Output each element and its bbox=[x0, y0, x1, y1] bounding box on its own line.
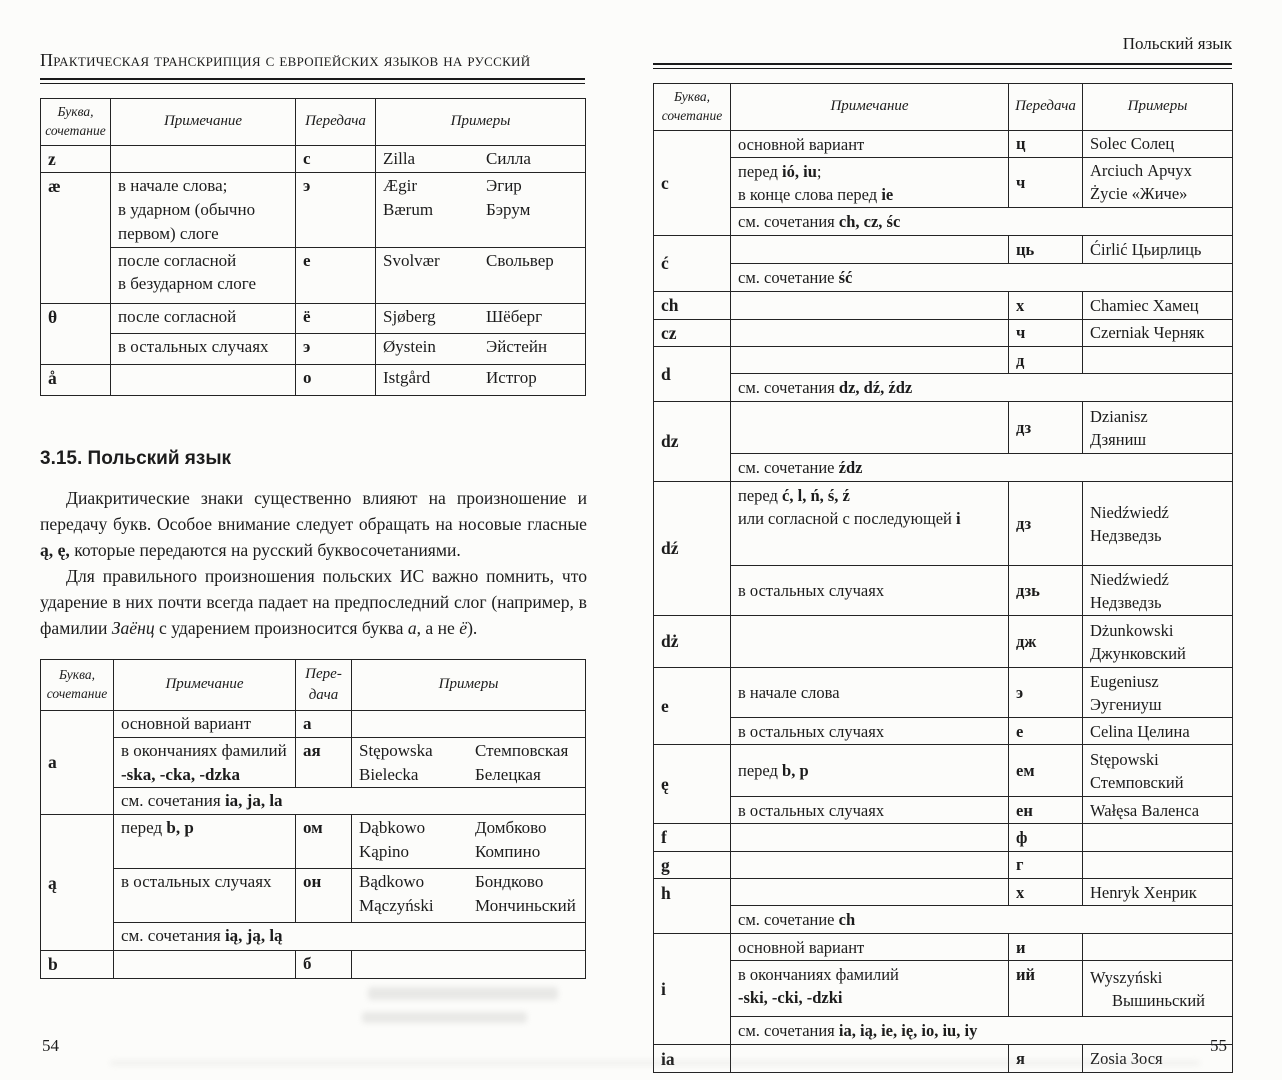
examples-cell bbox=[1083, 745, 1233, 797]
letter-cell: dż bbox=[654, 616, 731, 668]
examples-cell bbox=[1083, 347, 1233, 374]
transmission-cell: ем bbox=[1009, 745, 1083, 797]
note-cell bbox=[731, 319, 1009, 347]
note-cell: перед ió, iu; в конце слова перед ie bbox=[731, 157, 1009, 207]
col-header-examples: Примеры bbox=[376, 99, 586, 146]
see-also-cell: см. сочетания ch, cz, śc bbox=[731, 208, 1233, 236]
col-header-examples: Примеры bbox=[352, 659, 586, 710]
example-pair bbox=[383, 335, 578, 359]
letter-cell: ch bbox=[654, 292, 731, 320]
transmission-cell: ом bbox=[296, 815, 352, 869]
table-row bbox=[654, 1045, 1233, 1073]
note-cell bbox=[731, 616, 1009, 668]
letter-cell: cz bbox=[654, 319, 731, 347]
table-row bbox=[654, 851, 1233, 879]
note-cell bbox=[114, 951, 296, 979]
examples-cell bbox=[1083, 157, 1233, 207]
transmission-cell: е bbox=[1009, 718, 1083, 745]
note-cell: после согласной в безударном слоге bbox=[111, 247, 296, 303]
table-row bbox=[654, 264, 1233, 292]
col-header-note: Примечание bbox=[114, 659, 296, 710]
example-source: Stępowska bbox=[359, 740, 433, 760]
examples-cell bbox=[376, 333, 586, 364]
transmission-cell: д bbox=[1009, 347, 1083, 374]
example-line: Zosia Зося bbox=[1090, 1049, 1163, 1069]
scan-artifact bbox=[362, 1012, 527, 1023]
transmission-cell: э bbox=[296, 333, 376, 364]
letter-cell: θ bbox=[41, 303, 111, 364]
note-cell bbox=[111, 145, 296, 173]
transcription-table-top bbox=[40, 98, 586, 396]
letter-cell: dź bbox=[654, 482, 731, 616]
table-row bbox=[654, 906, 1233, 934]
table-row bbox=[41, 710, 586, 737]
example-source: Dąbkowo bbox=[359, 818, 426, 838]
example-transcription: Домбково bbox=[475, 818, 547, 838]
table-row bbox=[654, 319, 1233, 347]
example-pair bbox=[383, 366, 578, 390]
letter-cell: h bbox=[654, 879, 731, 934]
examples-cell bbox=[1083, 482, 1233, 566]
examples-cell bbox=[352, 710, 586, 737]
example-line: Эугениуш bbox=[1090, 694, 1162, 714]
see-also-cell: см. сочетание ść bbox=[731, 264, 1233, 292]
transmission-cell: ий bbox=[1009, 961, 1083, 1017]
note-cell: после согласной bbox=[111, 303, 296, 333]
example-pair bbox=[359, 840, 578, 864]
note-cell bbox=[731, 236, 1009, 264]
table-row bbox=[41, 923, 586, 951]
example-transcription: Силла bbox=[486, 148, 531, 168]
example-source: Sjøberg bbox=[383, 306, 436, 326]
letter-cell: e bbox=[654, 668, 731, 745]
example-line: Celina Целина bbox=[1090, 721, 1190, 741]
letter-cell: b bbox=[41, 951, 114, 979]
transmission-cell: дз bbox=[1009, 402, 1083, 454]
transmission-cell: ф bbox=[1009, 824, 1083, 852]
table-row bbox=[654, 616, 1233, 668]
note-cell bbox=[731, 851, 1009, 879]
transmission-cell: е bbox=[296, 247, 376, 303]
examples-cell bbox=[1083, 851, 1233, 879]
example-source: Øystein bbox=[383, 336, 436, 356]
col-header-letter: Буква, сочетание bbox=[41, 99, 111, 146]
letter-cell: æ bbox=[41, 173, 111, 303]
table-row bbox=[41, 247, 586, 303]
note-cell: перед ć, l, ń, ś, ź или согласной с последующей i bbox=[731, 482, 1009, 566]
example-transcription: Бэрум bbox=[486, 200, 531, 220]
example-source: Istgård bbox=[383, 367, 431, 387]
example-source: Ægir bbox=[383, 176, 417, 196]
col-header-examples: Примеры bbox=[1083, 84, 1233, 131]
transmission-cell: э bbox=[296, 173, 376, 247]
example-line: Недзведзь bbox=[1090, 525, 1162, 545]
page-number: 55 bbox=[1210, 1036, 1227, 1055]
example-line: Джунковский bbox=[1090, 643, 1186, 663]
transmission-cell: он bbox=[296, 869, 352, 923]
paragraph: Диакритические знаки существенно влияют на произношение и передачу букв. Особое внимание следует обращать на носовые гласные ą, ę, которые передаются на русский буквосочетаниями. bbox=[40, 487, 587, 560]
transmission-cell: ая bbox=[296, 737, 352, 788]
examples-cell bbox=[376, 364, 586, 395]
letter-cell: ą bbox=[41, 815, 114, 951]
example-source: Mączyński bbox=[359, 896, 434, 916]
letter-cell: ć bbox=[654, 236, 731, 292]
table-row bbox=[41, 737, 586, 788]
example-line: Arciuch Арчух bbox=[1090, 161, 1192, 181]
transmission-cell: с bbox=[296, 145, 376, 173]
example-source: Svolvær bbox=[383, 250, 440, 270]
transmission-cell: ч bbox=[1009, 157, 1083, 207]
transmission-cell: ч bbox=[1009, 319, 1083, 347]
note-cell bbox=[731, 1045, 1009, 1073]
example-line: Dżunkowski bbox=[1090, 620, 1174, 640]
page-right bbox=[630, 0, 1282, 1080]
example-line: Wałęsa Валенса bbox=[1090, 800, 1200, 820]
polish-table-right bbox=[653, 83, 1233, 1073]
rule-divider bbox=[653, 63, 1232, 69]
transmission-cell: ё bbox=[296, 303, 376, 333]
example-transcription: Белецкая bbox=[475, 764, 541, 784]
example-line: Dzianisz bbox=[1090, 406, 1148, 426]
example-line: Вышиньский bbox=[1112, 990, 1205, 1010]
table-row bbox=[654, 402, 1233, 454]
examples-cell bbox=[352, 951, 586, 979]
example-pair bbox=[359, 870, 578, 894]
example-pair bbox=[359, 739, 578, 763]
table-row bbox=[654, 879, 1233, 906]
example-source: Zilla bbox=[383, 148, 416, 168]
table-row bbox=[654, 374, 1233, 402]
note-cell bbox=[731, 879, 1009, 906]
letter-cell: a bbox=[41, 710, 114, 815]
example-pair bbox=[383, 198, 578, 222]
examples-cell bbox=[1083, 130, 1233, 157]
example-pair bbox=[359, 894, 578, 918]
col-header-note: Примечание bbox=[111, 99, 296, 146]
col-header-note: Примечание bbox=[731, 84, 1009, 131]
transmission-cell: г bbox=[1009, 851, 1083, 879]
transmission-cell: ен bbox=[1009, 797, 1083, 824]
table-row bbox=[41, 869, 586, 923]
transmission-cell: ц bbox=[1009, 130, 1083, 157]
transmission-cell: о bbox=[296, 364, 376, 395]
scan-artifact bbox=[110, 1060, 1200, 1066]
examples-cell bbox=[376, 173, 586, 247]
examples-cell bbox=[1083, 319, 1233, 347]
example-line: Czerniak Черняк bbox=[1090, 323, 1205, 343]
col-header-letter: Буква, сочетание bbox=[654, 84, 731, 131]
example-transcription: Эйстейн bbox=[486, 336, 548, 356]
table-row bbox=[654, 208, 1233, 236]
example-line: Solec Солец bbox=[1090, 134, 1175, 154]
note-cell: в остальных случаях bbox=[731, 718, 1009, 745]
table-row bbox=[654, 1017, 1233, 1045]
example-line: Eugeniusz bbox=[1090, 671, 1159, 691]
note-cell: в окончаниях фамилий -ski, -cki, -dzki bbox=[731, 961, 1009, 1017]
note-cell: основной вариант bbox=[731, 934, 1009, 961]
example-line: Ćirlić Цьирлиць bbox=[1090, 240, 1202, 260]
col-header-letter: Буква, сочетание bbox=[41, 659, 114, 710]
examples-cell bbox=[376, 303, 586, 333]
letter-cell: dz bbox=[654, 402, 731, 482]
examples-cell bbox=[352, 869, 586, 923]
table-row bbox=[41, 173, 586, 247]
table-header-row bbox=[654, 84, 1233, 131]
example-source: Kąpino bbox=[359, 842, 410, 862]
letter-cell: z bbox=[41, 145, 111, 173]
example-transcription: Эгир bbox=[486, 176, 522, 196]
examples-cell bbox=[1083, 566, 1233, 616]
example-transcription: Истгор bbox=[486, 367, 537, 387]
example-line: Niedźwiedź bbox=[1090, 502, 1169, 522]
transmission-cell: х bbox=[1009, 879, 1083, 906]
see-also-cell: см. сочетания ia, ja, la bbox=[114, 788, 586, 815]
example-transcription: Шёберг bbox=[486, 306, 543, 326]
note-cell: в остальных случаях bbox=[731, 797, 1009, 824]
table-row bbox=[654, 292, 1233, 320]
see-also-cell: см. сочетания dz, dź, źdz bbox=[731, 374, 1233, 402]
note-cell: основной вариант bbox=[114, 710, 296, 737]
examples-cell bbox=[1083, 292, 1233, 320]
table-row bbox=[654, 745, 1233, 797]
examples-cell bbox=[376, 145, 586, 173]
example-line: Henryk Хенрик bbox=[1090, 882, 1197, 902]
example-source: Bądkowo bbox=[359, 872, 425, 892]
note-cell bbox=[731, 402, 1009, 454]
table-row bbox=[41, 333, 586, 364]
transmission-cell: дзь bbox=[1009, 566, 1083, 616]
example-pair bbox=[383, 147, 578, 171]
example-line: Chamiec Хамец bbox=[1090, 295, 1199, 315]
paragraph: Для правильного произношения польских ИС важно помнить, что ударение в них почти всегда падает на предпоследний слог (например, в фамилии Заёнц с ударением произносится буква а, а не ё). bbox=[40, 565, 587, 638]
letter-cell: g bbox=[654, 851, 731, 879]
examples-cell bbox=[1083, 616, 1233, 668]
letter-cell: ia bbox=[654, 1045, 731, 1073]
example-transcription: Мончиньский bbox=[475, 896, 576, 916]
note-cell: в начале слова bbox=[731, 668, 1009, 718]
example-pair bbox=[383, 305, 578, 329]
letter-cell: c bbox=[654, 130, 731, 235]
transmission-cell: э bbox=[1009, 668, 1083, 718]
note-cell bbox=[731, 292, 1009, 320]
see-also-cell: см. сочетания ia, ią, ie, ię, io, iu, iy bbox=[731, 1017, 1233, 1045]
examples-cell bbox=[1083, 236, 1233, 264]
examples-cell bbox=[1083, 961, 1233, 1017]
section-heading: 3.15. Польский язык bbox=[40, 447, 232, 469]
examples-cell bbox=[352, 737, 586, 788]
scan-artifact bbox=[368, 987, 558, 1000]
example-transcription: Свольвер bbox=[486, 250, 554, 270]
note-cell: перед b, p bbox=[731, 745, 1009, 797]
table-row bbox=[654, 718, 1233, 745]
examples-cell bbox=[1083, 402, 1233, 454]
examples-cell bbox=[1083, 824, 1233, 852]
example-transcription: Стемповская bbox=[475, 740, 569, 760]
running-head-right: Польский язык bbox=[1122, 34, 1232, 53]
letter-cell: f bbox=[654, 824, 731, 852]
letter-cell: ę bbox=[654, 745, 731, 824]
letter-cell: d bbox=[654, 347, 731, 402]
note-cell: в окончаниях фамилий -ska, -cka, -dzka bbox=[114, 737, 296, 788]
transmission-cell: х bbox=[1009, 292, 1083, 320]
rule-divider bbox=[40, 78, 585, 84]
table-row bbox=[654, 236, 1233, 264]
col-header-transmission: Пере- дача bbox=[296, 659, 352, 710]
example-transcription: Бондково bbox=[475, 872, 544, 892]
note-cell bbox=[731, 824, 1009, 852]
table-row bbox=[654, 797, 1233, 824]
example-pair bbox=[383, 174, 578, 198]
table-row bbox=[654, 961, 1233, 1017]
transmission-cell: дж bbox=[1009, 616, 1083, 668]
transmission-cell: а bbox=[296, 710, 352, 737]
table-row bbox=[654, 157, 1233, 207]
example-transcription: Компино bbox=[475, 842, 541, 862]
example-source: Bielecka bbox=[359, 764, 419, 784]
note-cell: перед b, p bbox=[114, 815, 296, 869]
examples-cell bbox=[1083, 718, 1233, 745]
table-row bbox=[654, 347, 1233, 374]
note-cell bbox=[111, 364, 296, 395]
table-row bbox=[41, 788, 586, 815]
table-row bbox=[41, 364, 586, 395]
table-row bbox=[654, 130, 1233, 157]
col-header-transmission: Передача bbox=[1009, 84, 1083, 131]
transmission-cell: и bbox=[1009, 934, 1083, 961]
note-cell: в остальных случаях bbox=[731, 566, 1009, 616]
page-number: 54 bbox=[42, 1036, 59, 1055]
example-pair bbox=[359, 763, 578, 787]
examples-cell bbox=[1083, 934, 1233, 961]
table-row bbox=[41, 303, 586, 333]
transmission-cell: дз bbox=[1009, 482, 1083, 566]
table-header-row bbox=[41, 99, 586, 146]
example-line: Życie «Жиче» bbox=[1090, 184, 1188, 204]
examples-cell bbox=[376, 247, 586, 303]
polish-table-left bbox=[40, 659, 586, 980]
example-pair bbox=[383, 249, 578, 273]
examples-cell bbox=[352, 815, 586, 869]
note-cell: в начале слова; в ударном (обычно первом) слоге bbox=[111, 173, 296, 247]
page-left bbox=[0, 0, 630, 1080]
table-header-row bbox=[41, 659, 586, 710]
note-cell: в остальных случаях bbox=[114, 869, 296, 923]
example-line: Stępowski bbox=[1090, 749, 1159, 769]
letter-cell: i bbox=[654, 934, 731, 1045]
note-cell: основной вариант bbox=[731, 130, 1009, 157]
table-row bbox=[41, 815, 586, 869]
see-also-cell: см. сочетание źdz bbox=[731, 454, 1233, 482]
transmission-cell: ць bbox=[1009, 236, 1083, 264]
examples-cell bbox=[1083, 797, 1233, 824]
example-source: Bærum bbox=[383, 200, 434, 220]
see-also-cell: см. сочетание ch bbox=[731, 906, 1233, 934]
table-row bbox=[654, 454, 1233, 482]
table-row bbox=[654, 482, 1233, 566]
transmission-cell: б bbox=[296, 951, 352, 979]
see-also-cell: см. сочетания ią, ją, lą bbox=[114, 923, 586, 951]
table-row bbox=[654, 934, 1233, 961]
example-pair bbox=[359, 816, 578, 840]
note-cell bbox=[731, 347, 1009, 374]
examples-cell bbox=[1083, 879, 1233, 906]
table-row bbox=[654, 668, 1233, 718]
example-line: Недзведзь bbox=[1090, 592, 1162, 612]
letter-cell: å bbox=[41, 364, 111, 395]
table-row bbox=[41, 951, 586, 979]
table-row bbox=[654, 824, 1233, 852]
col-header-transmission: Передача bbox=[296, 99, 376, 146]
transmission-cell: я bbox=[1009, 1045, 1083, 1073]
examples-cell bbox=[1083, 668, 1233, 718]
example-line: Niedźwiedź bbox=[1090, 569, 1169, 589]
example-line: Wyszyński bbox=[1090, 967, 1163, 987]
running-head-left: Практическая транскрипция с европейских языков на русский bbox=[40, 50, 531, 70]
note-cell: в остальных случаях bbox=[111, 333, 296, 364]
table-row bbox=[654, 566, 1233, 616]
example-line: Стемповский bbox=[1090, 772, 1184, 792]
table-row bbox=[41, 145, 586, 173]
example-line: Дзяниш bbox=[1090, 429, 1147, 449]
